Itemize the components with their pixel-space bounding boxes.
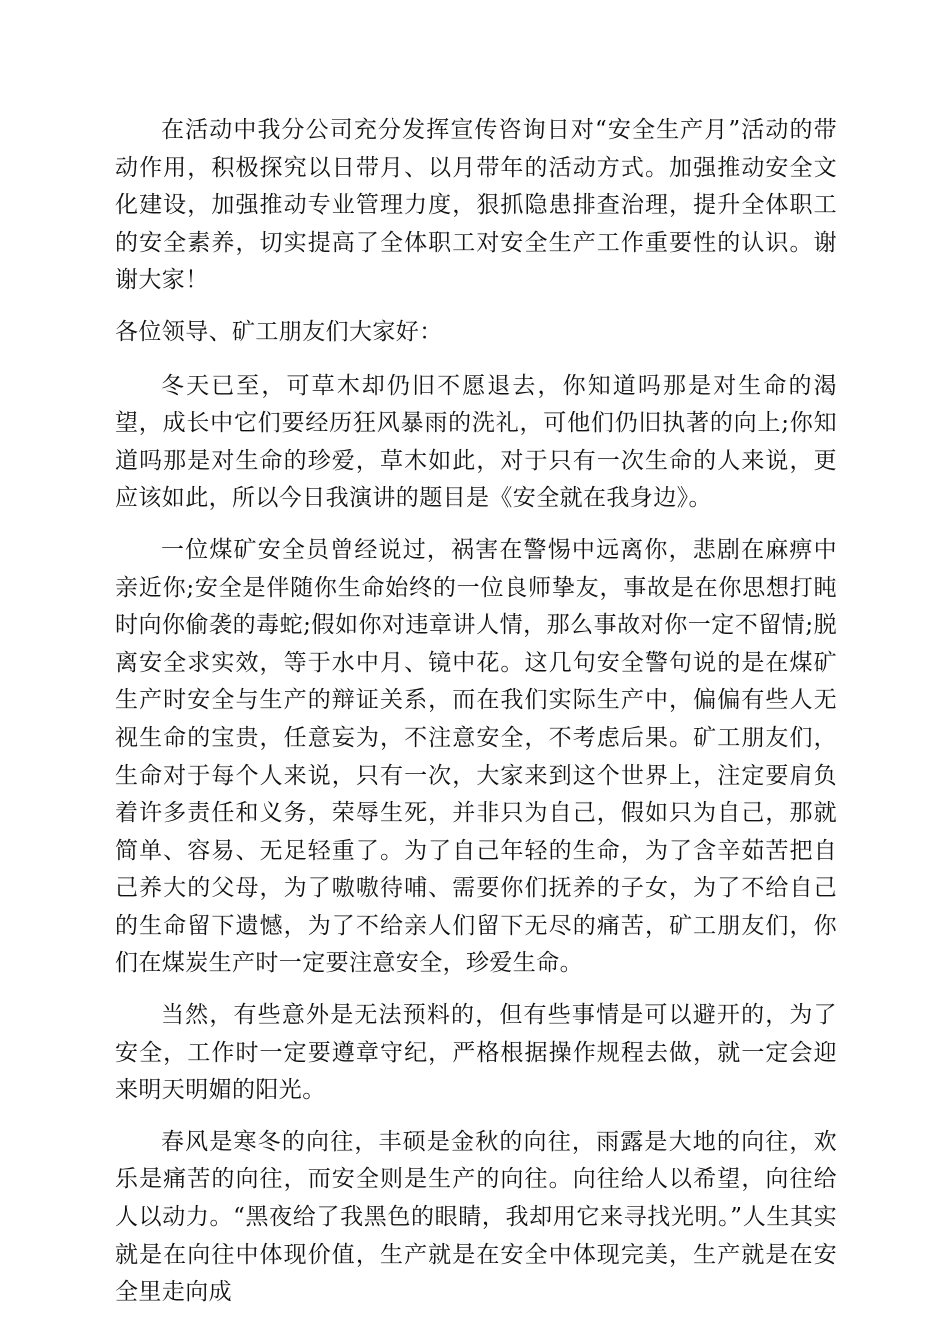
paragraph-accidents-avoidable: 当然，有些意外是无法预料的，但有些事情是可以避开的，为了安全，工作时一定要遵章守纪，严格根据操作规程去做，就一定会迎来明天明媚的阳光。 <box>115 1002 837 1104</box>
paragraph-spring-wind: 春风是寒冬的向往，丰硕是金秋的向往，雨露是大地的向往，欢乐是痛苦的向往，而安全则是生产的向往。向往给人以希望，向往给人以动力。“黑夜给了我黑色的眼睛，我却用它来寻找光明。”人生其实就是在向往中体现价值，生产就是在安全中体现完美，生产就是在安全里走向成 <box>115 1128 837 1306</box>
document-body <box>115 112 837 1326</box>
paragraph-safety-officer-quote: 一位煤矿安全员曾经说过，祸害在警惕中远离你，悲剧在麻痹中亲近你;安全是伴随你生命始终的一位良师挚友，事故是在你思想打盹时向你偷袭的毒蛇;假如你对违章讲人情，那么事故对你一定不留情;脱离安全求实效，等于水中月、镜中花。这几句安全警句说的是在煤矿生产时安全与生产的辩证关系，而在我们实际生产中，偏偏有些人无视生命的宝贵，任意妄为，不注意安全，不考虑后果。矿工朋友们，生命对于每个人来说，只有一次，大家来到这个世界上，注定要肩负着许多责任和义务，荣辱生死，并非只为自己，假如只为自己，那就简单、容易、无足轻重了。为了自己年轻的生命，为了含辛茹苦把自己养大的父母，为了嗷嗷待哺、需要你们抚养的子女，为了不给自己的生命留下遗憾，为了不给亲人们留下无尽的痛苦，矿工朋友们，你们在煤炭生产时一定要注意安全，珍爱生命。 <box>115 536 837 977</box>
paragraph-greeting: 各位领导、矿工朋友们大家好： <box>115 318 443 345</box>
paragraph-winter-intro: 冬天已至，可草木却仍旧不愿退去，你知道吗那是对生命的渴望，成长中它们要经历狂风暴雨的洗礼，可他们仍旧执著的向上;你知道吗那是对生命的珍爱，草木如此，对于只有一次生命的人来说，更应该如此，所以今日我演讲的题目是《安全就在我身边》。 <box>115 372 837 512</box>
paragraph-closing-remarks: 在活动中我分公司充分发挥宣传咨询日对“安全生产月”活动的带动作用，积极探究以日带月、以月带年的活动方式。加强推动安全文化建设，加强推动专业管理力度，狠抓隐患排查治理，提升全体职工的安全素养，切实提高了全体职工对安全生产工作重要性的认识。谢谢大家！ <box>115 117 837 294</box>
